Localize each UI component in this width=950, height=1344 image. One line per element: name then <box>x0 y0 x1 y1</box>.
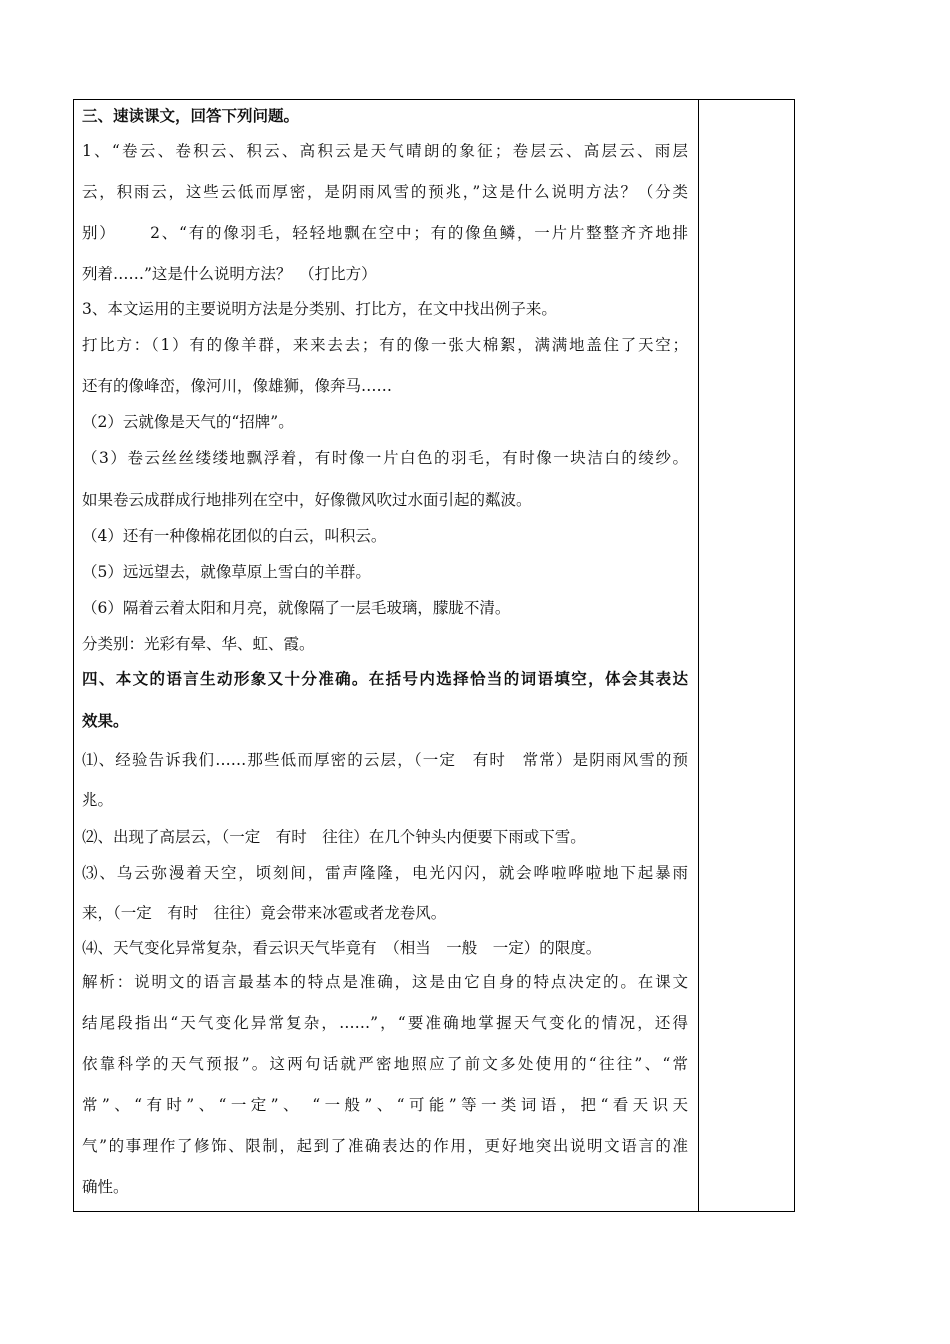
section4-heading-cont: 效果。 <box>82 711 129 730</box>
text-line: 解析：说明文的语言最基本的特点是准确，这是由它自身的特点决定的。在课文 <box>82 973 688 991</box>
section3-heading: 三、速读课文，回答下列问题。 <box>82 106 300 125</box>
column-divider <box>698 100 699 1211</box>
text-line: ⑵、出现了高层云，（一定 有时 往往）在几个钟头内便要下雨或下雪。 <box>82 828 586 846</box>
text-line: 确性。 <box>82 1178 129 1196</box>
text-line: 列着……”这是什么说明方法？ （打比方） <box>82 265 377 283</box>
text-line: 还有的像峰峦，像河川，像雄狮，像奔马…… <box>82 377 393 395</box>
worksheet-table <box>73 99 795 1212</box>
text-line: ⑷、天气变化异常复杂，看云识天气毕竟有 （相当 一般 一定）的限度。 <box>82 939 602 957</box>
text-line: 打比方：（1）有的像羊群，来来去去；有的像一张大棉絮，满满地盖住了天空； <box>82 336 688 354</box>
section4-heading: 四、本文的语言生动形象又十分准确。在括号内选择恰当的词语填空，体会其表达 <box>82 669 688 688</box>
text-line: （2）云就像是天气的“招牌”。 <box>82 413 294 431</box>
text-line: （3）卷云丝丝缕缕地飘浮着，有时像一片白色的羽毛，有时像一块洁白的绫纱。 <box>82 449 688 467</box>
text-line: （5）远远望去，就像草原上雪白的羊群。 <box>82 563 371 581</box>
text-line: 别） 2、“有的像羽毛，轻轻地飘在空中；有的像鱼鳞，一片片整整齐齐地排 <box>82 224 688 242</box>
text-line: 云，积雨云，这些云低而厚密，是阴雨风雪的预兆，”这是什么说明方法？（分类 <box>82 183 688 201</box>
text-line: （4）还有一种像棉花团似的白云，叫积云。 <box>82 527 387 545</box>
text-line: （6）隔着云着太阳和月亮，就像隔了一层毛玻璃，朦胧不清。 <box>82 599 511 617</box>
text-line: 分类别：光彩有晕、华、虹、霞。 <box>82 635 315 653</box>
text-line: 气”的事理作了修饰、限制，起到了准确表达的作用，更好地突出说明文语言的准 <box>82 1137 688 1155</box>
text-line: 3、本文运用的主要说明方法是分类别、打比方，在文中找出例子来。 <box>82 300 557 318</box>
text-line: ⑴、经验告诉我们……那些低而厚密的云层，（一定 有时 常常）是阴雨风雪的预 <box>82 751 688 769</box>
text-line: 兆。 <box>82 791 114 809</box>
text-line: 依靠科学的天气预报”。这两句话就严密地照应了前文多处使用的“往往”、“常 <box>82 1055 688 1073</box>
text-line: 如果卷云成群成行地排列在空中，好像微风吹过水面引起的粼波。 <box>82 491 532 509</box>
text-line: 来，（一定 有时 往往）竟会带来冰雹或者龙卷风。 <box>82 904 447 922</box>
text-line: 常”、“有时”、“一定”、 “一般”、“可能”等一类词语，把“看天识天 <box>82 1096 688 1114</box>
text-line: 1、“卷云、卷积云、积云、高积云是天气晴朗的象征；卷层云、高层云、雨层 <box>82 142 688 160</box>
text-line: 结尾段指出“天气变化异常复杂，……”，“要准确地掌握天气变化的情况，还得 <box>82 1014 688 1032</box>
text-line: ⑶、乌云弥漫着天空，顷刻间，雷声隆隆，电光闪闪，就会哗啦哗啦地下起暴雨 <box>82 864 688 882</box>
